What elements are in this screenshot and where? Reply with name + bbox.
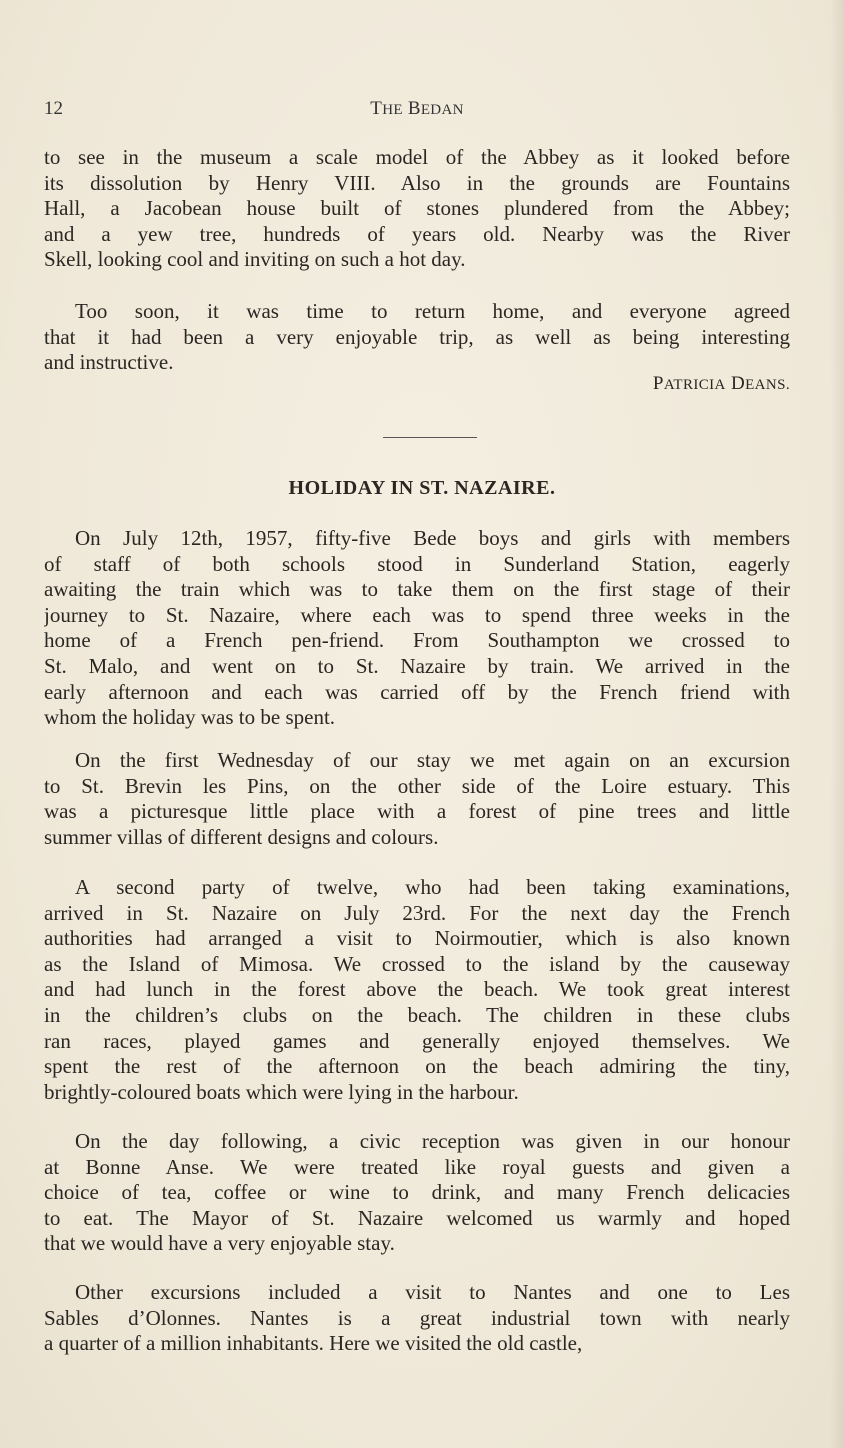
- text-line: Skell, looking cool and inviting on such a hot day.: [44, 248, 466, 272]
- article-para-5: [44, 1281, 790, 1358]
- page-edge-shadow: [830, 0, 844, 1448]
- article-para-4: [44, 1130, 790, 1258]
- text-line: to St. Brevin les Pins, on the other side of the Loire estuary. This: [44, 774, 790, 798]
- text-line: its dissolution by Henry VIII. Also in the grounds are Fountains: [44, 171, 790, 195]
- text-line: home of a French pen-friend. From Southampton we crossed to: [44, 629, 790, 653]
- text-line: On the first Wednesday of our stay we met again on an excursion: [75, 749, 790, 772]
- text-line: Other excursions included a visit to Nantes and one to Les: [75, 1281, 790, 1304]
- text-line: in the children’s clubs on the beach. The children in these clubs: [44, 1003, 790, 1027]
- previous-article-para-2: [44, 300, 790, 377]
- article-para-2: [44, 749, 790, 851]
- article-para-1: [44, 527, 790, 732]
- text-line: of staff of both schools stood in Sunderland Station, eagerly: [44, 552, 790, 576]
- text-line: to eat. The Mayor of St. Nazaire welcomed us warmly and hoped: [44, 1206, 790, 1230]
- signature-smallcaps: ATRICIA: [663, 377, 726, 393]
- text-line: and had lunch in the forest above the beach. We took great interest: [44, 978, 790, 1002]
- text-line: was a picturesque little place with a forest of pine trees and little: [44, 800, 790, 824]
- text-line: A second party of twelve, who had been taking examinations,: [75, 876, 790, 899]
- text-line: at Bonne Anse. We were treated like royal guests and given a: [44, 1155, 790, 1179]
- text-line: authorities had arranged a visit to Noirmoutier, which is also known: [44, 927, 790, 951]
- text-line: summer villas of different designs and colours.: [44, 825, 439, 849]
- running-head-smallcaps: EDAN: [420, 102, 464, 118]
- text-line: brightly-coloured boats which were lying in the harbour.: [44, 1080, 519, 1104]
- text-line: a quarter of a million inhabitants. Here we visited the old castle,: [44, 1332, 583, 1356]
- section-divider: [383, 437, 477, 438]
- text-line: On the day following, a civic reception was given in our honour: [75, 1130, 790, 1153]
- text-line: that we would have a very enjoyable stay.: [44, 1232, 395, 1256]
- signature-initial: D: [730, 373, 746, 394]
- running-head-initial: B: [407, 98, 421, 119]
- text-line: and a yew tree, hundreds of years old. Nearby was the River: [44, 222, 790, 246]
- text-line: and instructive.: [44, 351, 174, 375]
- text-line: On July 12th, 1957, fifty-five Bede boys and girls with members: [75, 527, 790, 550]
- text-line: to see in the museum a scale model of the Abbey as it looked before: [44, 146, 790, 169]
- text-line: choice of tea, coffee or wine to drink, and many French delicacies: [44, 1181, 790, 1205]
- text-line: spent the rest of the afternoon on the beach admiring the tiny,: [44, 1055, 790, 1079]
- running-head-smallcaps: HE: [382, 102, 403, 118]
- signature-smallcaps: EANS.: [745, 377, 790, 393]
- text-line: ran races, played games and generally enjoyed themselves. We: [44, 1029, 790, 1053]
- text-line: that it had been a very enjoyable trip, as well as being interesting: [44, 325, 790, 349]
- text-line: arrived in St. Nazaire on July 23rd. For the next day the French: [44, 901, 790, 925]
- signature-initial: P: [652, 373, 664, 394]
- text-line: as the Island of Mimosa. We crossed to the island by the causeway: [44, 952, 790, 976]
- article-title: HOLIDAY IN ST. NAZAIRE.: [288, 477, 556, 499]
- running-head: [44, 98, 790, 120]
- text-line: Hall, a Jacobean house built of stones plundered from the Abbey;: [44, 197, 790, 221]
- text-line: journey to St. Nazaire, where each was to spend three weeks in the: [44, 603, 790, 627]
- page-header: [44, 98, 790, 124]
- article-para-3: [44, 876, 790, 1106]
- text-line: awaiting the train which was to take them on the first stage of their: [44, 578, 790, 602]
- running-head-initial: T: [370, 98, 383, 119]
- text-line: Too soon, it was time to return home, and everyone agreed: [75, 300, 790, 323]
- text-line: early afternoon and each was carried off by the French friend with: [44, 680, 790, 704]
- previous-article-para-1: [44, 146, 790, 274]
- page-number: 12: [44, 98, 63, 119]
- text-line: whom the holiday was to be spent.: [44, 706, 336, 730]
- signature: [44, 368, 790, 397]
- text-line: St. Malo, and went on to St. Nazaire by train. We arrived in the: [44, 654, 790, 678]
- text-line: Sables d’Olonnes. Nantes is a great industrial town with nearly: [44, 1306, 790, 1330]
